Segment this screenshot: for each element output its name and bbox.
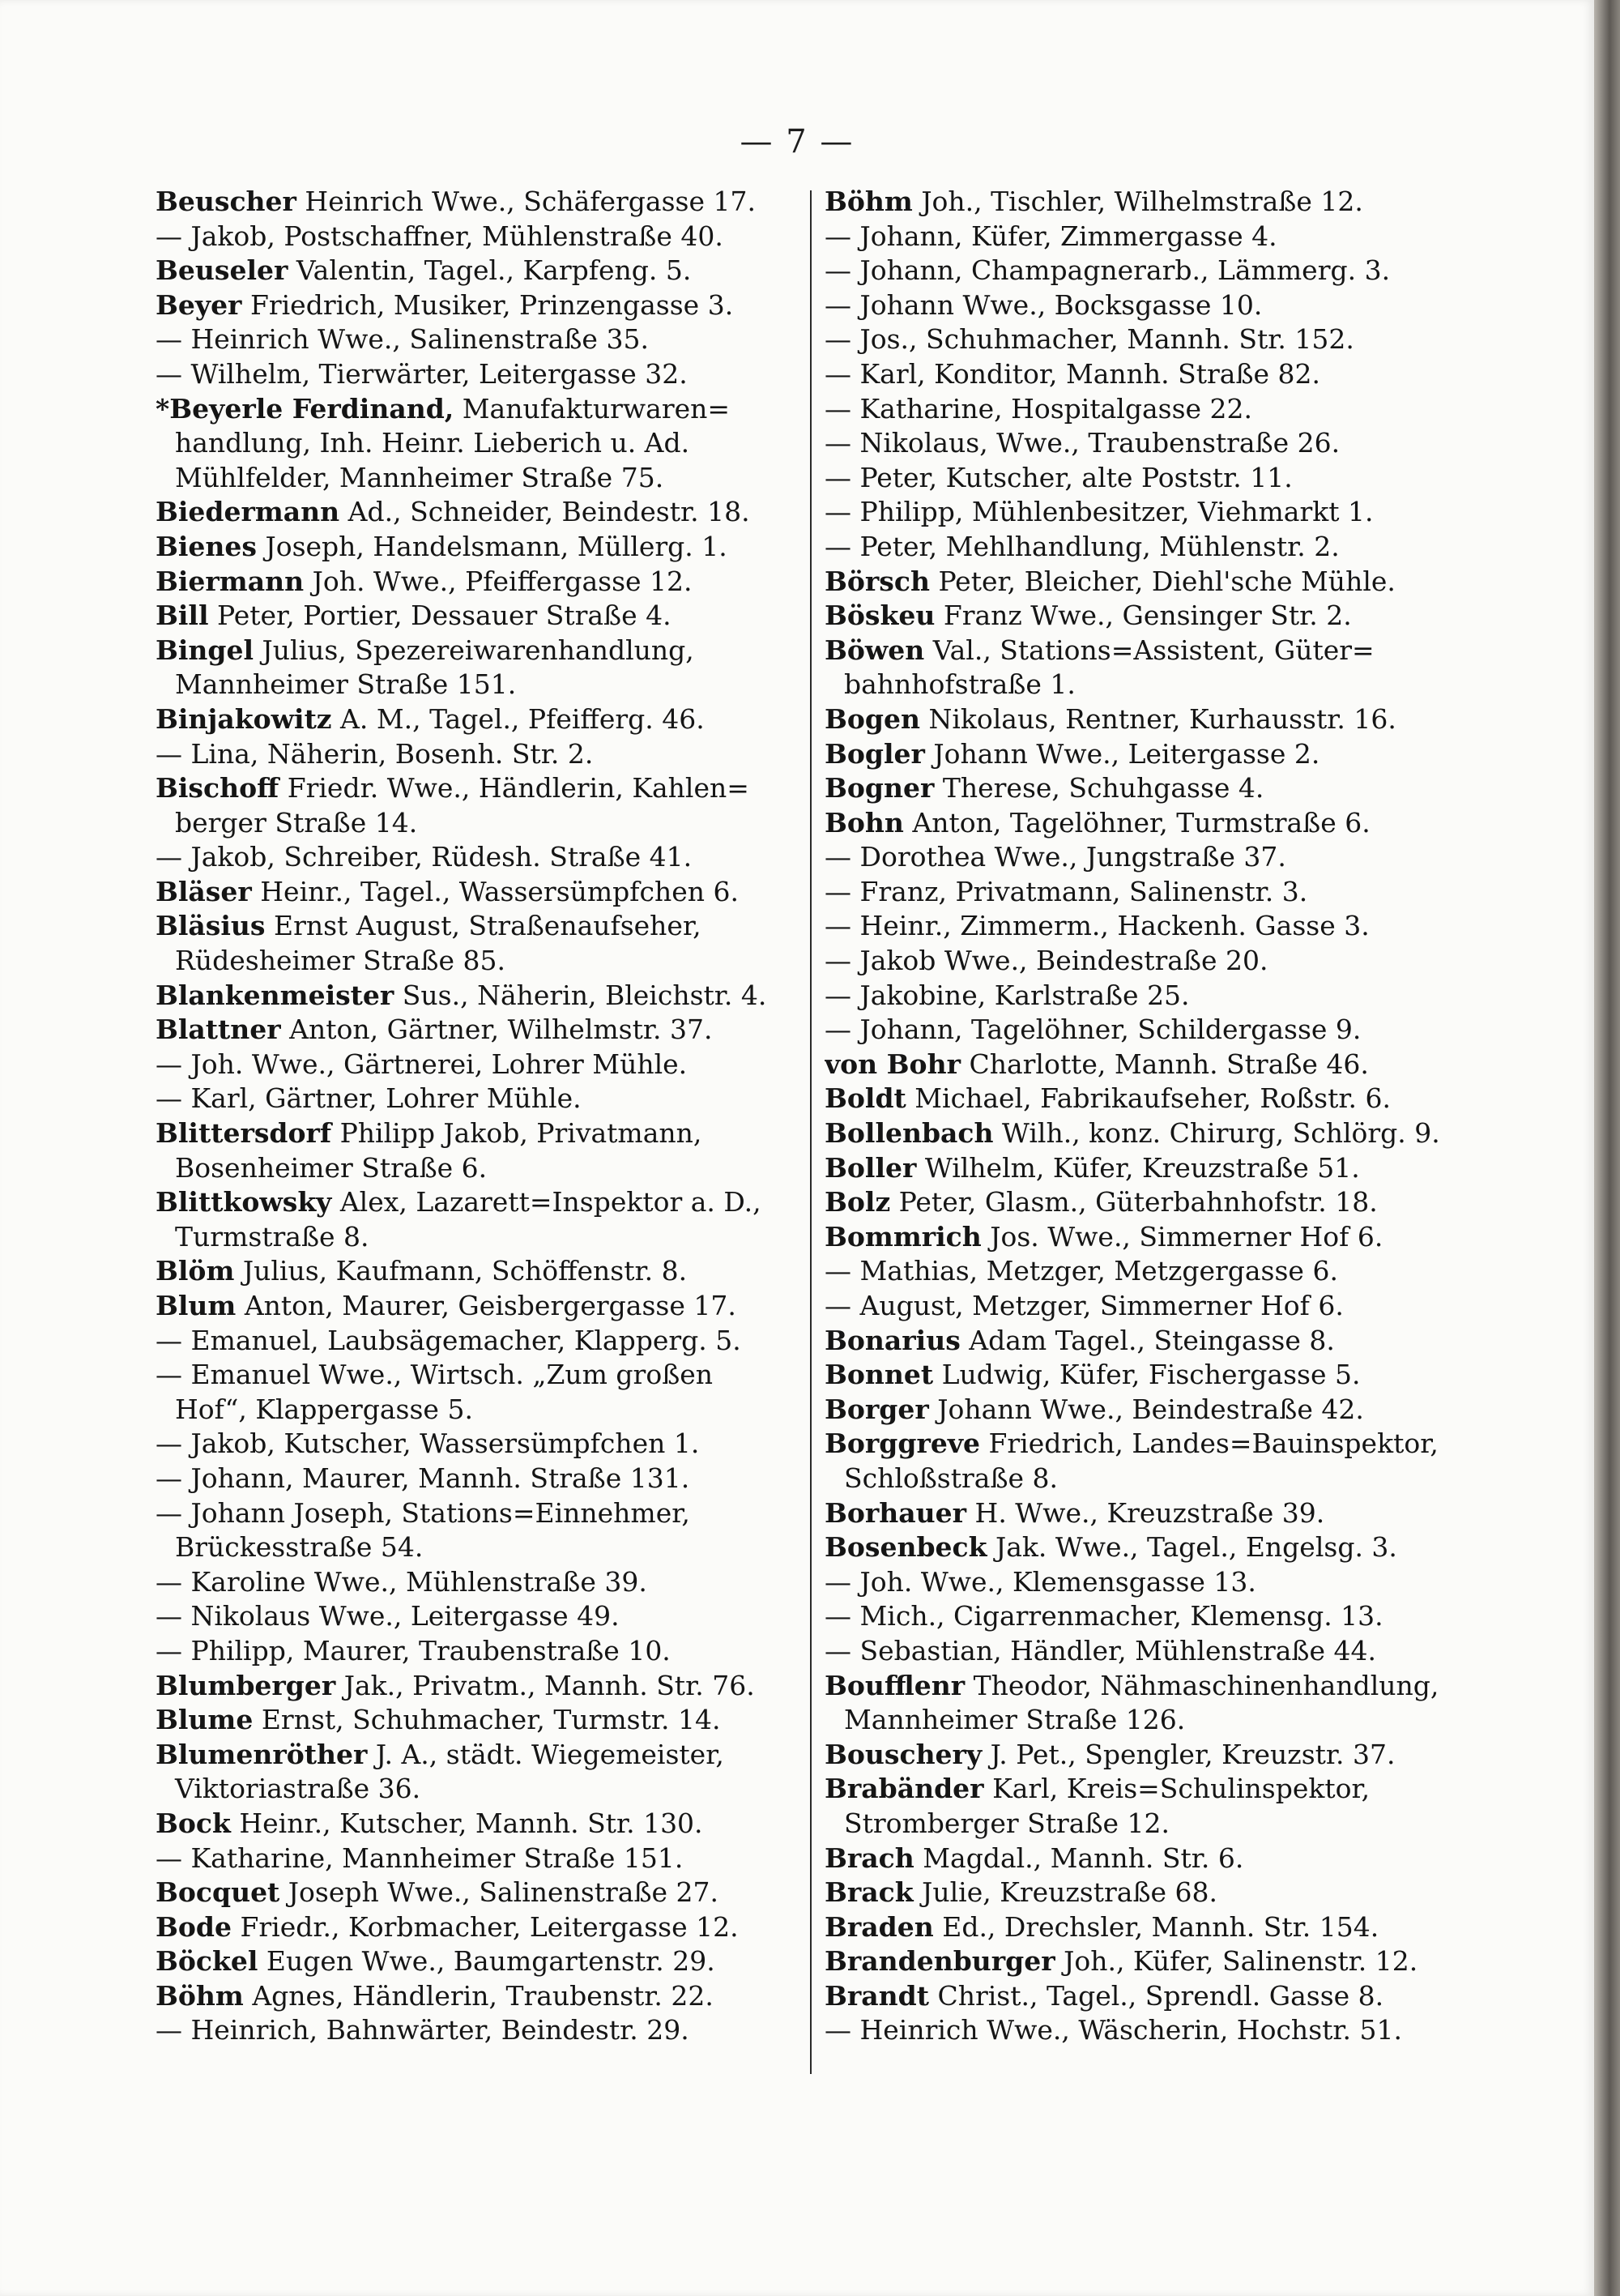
entry-details: Anton, Tagelöhner, Turmstraße 6. [903, 806, 1371, 839]
directory-entry [825, 288, 1469, 323]
directory-entry [156, 1634, 799, 1669]
entry-details: Manufakturwaren= [454, 392, 731, 425]
entry-surname: Borger [825, 1393, 929, 1425]
directory-entry [156, 426, 799, 461]
entry-surname: Braden [825, 1910, 934, 1943]
entry-details: — Johann, Küfer, Zimmergasse 4. [825, 220, 1277, 252]
entry-surname: Brabänder [825, 1773, 984, 1805]
directory-entry [825, 1462, 1469, 1496]
directory-entry [156, 220, 799, 254]
entry-surname: Brandenburger [825, 1945, 1055, 1978]
entry-details: — Johann Wwe., Bocksgasse 10. [825, 288, 1263, 321]
entry-details: Jak., Privatm., Mannh. Str. 76. [335, 1669, 755, 1701]
entry-details: Joseph Wwe., Salinenstraße 27. [279, 1876, 719, 1909]
entry-details: Ernst August, Straßenaufseher, [265, 910, 701, 942]
directory-entry [156, 1358, 799, 1393]
entry-surname: von Bohr [825, 1048, 961, 1080]
directory-entry [825, 1876, 1469, 1910]
entry-details: Therese, Schuhgasse 4. [934, 772, 1264, 804]
directory-entry [156, 1048, 799, 1082]
directory-entry [825, 1738, 1469, 1773]
entry-details: Adam Tagel., Steingasse 8. [960, 1324, 1335, 1356]
directory-entry [825, 1358, 1469, 1393]
entry-details: Karl, Kreis=Schulinspektor, [983, 1773, 1371, 1805]
entry-surname: Bläser [156, 875, 252, 907]
entry-surname: Bill [156, 600, 209, 632]
directory-entry [825, 1703, 1469, 1738]
entry-surname: Bischoff [156, 772, 279, 804]
entry-details: Friedrich, Musiker, Prinzengasse 3. [241, 288, 734, 321]
entry-surname: Blittkowsky [156, 1186, 332, 1218]
directory-entry [825, 806, 1469, 841]
directory-entry [825, 2013, 1469, 2048]
left-column [156, 185, 799, 2048]
entry-details: Ed., Drechsler, Mannh. Str. 154. [933, 1910, 1379, 1943]
directory-entry [156, 1530, 799, 1565]
directory-entry [825, 1565, 1469, 1600]
entry-details: — Dorothea Wwe., Jungstraße 37. [825, 841, 1286, 873]
directory-entry [825, 875, 1469, 910]
directory-entry [825, 1944, 1469, 1979]
directory-entry [156, 1876, 799, 1910]
directory-entry [825, 1185, 1469, 1220]
entry-details: — Peter, Kutscher, alte Poststr. 11. [825, 461, 1293, 493]
directory-entry [156, 2013, 799, 2048]
directory-entry [156, 875, 799, 910]
directory-entry [156, 1910, 799, 1945]
entry-details: — Karoline Wwe., Mühlenstraße 39. [156, 1565, 647, 1598]
entry-surname: Bolz [825, 1186, 891, 1218]
entry-surname: Bommrich [825, 1220, 982, 1253]
entry-details: Charlotte, Mannh. Straße 46. [960, 1048, 1369, 1080]
entry-surname: Brach [825, 1841, 914, 1874]
entry-details: Nikolaus, Rentner, Kurhausstr. 16. [919, 702, 1396, 735]
entry-surname: Blumenröther [156, 1738, 368, 1770]
directory-entry [156, 357, 799, 392]
entry-details: — Heinr., Zimmerm., Hackenh. Gasse 3. [825, 910, 1370, 942]
directory-entry [156, 1599, 799, 1634]
directory-entry [825, 426, 1469, 461]
directory-entry [825, 565, 1469, 600]
entry-details: Rüdesheimer Straße 85. [175, 945, 505, 977]
directory-entry [156, 979, 799, 1014]
entry-details: — Johann, Maurer, Mannh. Straße 131. [156, 1462, 690, 1494]
directory-entry [825, 322, 1469, 357]
entry-surname: Böckel [156, 1945, 258, 1978]
entry-surname: Binjakowitz [156, 702, 332, 735]
directory-entry [156, 668, 799, 702]
entry-details: — Jakob, Schreiber, Rüdesh. Straße 41. [156, 841, 693, 873]
entry-surname: Blum [156, 1290, 237, 1321]
entry-surname: Bosenbeck [825, 1531, 987, 1564]
entry-details: Turmstraße 8. [175, 1220, 369, 1253]
directory-entry [156, 909, 799, 944]
entry-details: Wilh., konz. Chirurg, Schlörg. 9. [993, 1117, 1440, 1150]
entry-details: Anton, Maurer, Geisbergergasse 17. [236, 1290, 736, 1321]
entry-details: Brückesstraße 54. [175, 1531, 424, 1564]
entry-details: — Jakob, Postschaffner, Mühlenstraße 40. [156, 220, 723, 252]
entry-surname: Boller [825, 1151, 917, 1184]
directory-entry [156, 944, 799, 979]
entry-details: — Karl, Gärtner, Lohrer Mühle. [156, 1082, 582, 1115]
entry-surname: Bock [156, 1807, 231, 1839]
entry-details: — Franz, Privatmann, Salinenstr. 3. [825, 875, 1308, 907]
directory-entry [156, 1427, 799, 1462]
entry-surname: Bingel [156, 634, 254, 666]
entry-details: — Jakobine, Karlstraße 25. [825, 979, 1190, 1011]
entry-details: Agnes, Händlerin, Traubenstr. 22. [243, 1979, 714, 2012]
entry-details: Joh., Küfer, Salinenstr. 12. [1055, 1945, 1418, 1978]
right-column [825, 185, 1469, 2048]
entry-details: — August, Metzger, Simmerner Hof 6. [825, 1290, 1344, 1321]
entry-surname: Blankenmeister [156, 979, 394, 1011]
entry-details: Michael, Fabrikaufseher, Roßstr. 6. [906, 1082, 1391, 1115]
directory-entry [825, 185, 1469, 220]
entry-details: — Joh. Wwe., Gärtnerei, Lohrer Mühle. [156, 1048, 688, 1080]
entry-details: Sus., Näherin, Bleichstr. 4. [394, 979, 767, 1011]
directory-entry [156, 1772, 799, 1807]
entry-details: Jak. Wwe., Tagel., Engelsg. 3. [987, 1531, 1397, 1564]
entry-details: J. Pet., Spengler, Kreuzstr. 37. [982, 1738, 1396, 1770]
entry-details: Magdal., Mannh. Str. 6. [914, 1841, 1244, 1874]
directory-entry [825, 392, 1469, 427]
entry-details: Alex, Lazarett=Inspektor a. D., [331, 1186, 761, 1218]
entry-details: — Joh. Wwe., Klemensgasse 13. [825, 1565, 1256, 1598]
entry-details: handlung, Inh. Heinr. Lieberich u. Ad. [175, 427, 690, 459]
directory-entry [825, 1427, 1469, 1462]
directory-entry [156, 1462, 799, 1496]
directory-entry [156, 771, 799, 806]
entry-details: — Mich., Cigarrenmacher, Klemensg. 13. [825, 1600, 1383, 1632]
entry-surname: Blittersdorf [156, 1117, 332, 1150]
entry-details: — Jos., Schuhmacher, Mannh. Str. 152. [825, 323, 1354, 356]
entry-details: Peter, Portier, Dessauer Straße 4. [208, 600, 671, 632]
directory-entry [825, 1048, 1469, 1082]
entry-details: — Johann, Champagnerarb., Lämmerg. 3. [825, 254, 1391, 287]
directory-entry [825, 1393, 1469, 1428]
directory-entry [825, 599, 1469, 634]
entry-surname: Blattner [156, 1014, 281, 1046]
entry-surname: *Beyerle Ferdinand, [156, 392, 454, 425]
entry-details: Wilhelm, Küfer, Kreuzstraße 51. [916, 1151, 1360, 1184]
directory-entry [825, 1013, 1469, 1048]
directory-entry [156, 322, 799, 357]
entry-details: Theodor, Nähmaschinenhandlung, [965, 1669, 1439, 1701]
entry-details: — Jakob Wwe., Beindestraße 20. [825, 945, 1268, 977]
entry-details: Ad., Schneider, Beindestr. 18. [339, 496, 750, 528]
directory-entry [825, 1979, 1469, 2014]
directory-entry [825, 1496, 1469, 1531]
directory-entry [156, 1013, 799, 1048]
entry-details: — Sebastian, Händler, Mühlenstraße 44. [825, 1634, 1376, 1667]
directory-entry [825, 1289, 1469, 1324]
entry-details: Mannheimer Straße 151. [175, 668, 517, 701]
entry-surname: Bogner [825, 772, 935, 804]
directory-entry [156, 634, 799, 668]
entry-details: berger Straße 14. [175, 806, 418, 839]
directory-entry [156, 1393, 799, 1428]
directory-entry [825, 530, 1469, 565]
directory-entry [156, 806, 799, 841]
directory-entry [156, 288, 799, 323]
entry-surname: Bienes [156, 530, 257, 562]
directory-entry [825, 909, 1469, 944]
entry-surname: Bohn [825, 806, 904, 839]
entry-details: — Heinrich Wwe., Salinenstraße 35. [156, 323, 649, 356]
entry-details: — Lina, Näherin, Bosenh. Str. 2. [156, 737, 594, 770]
entry-surname: Borggreve [825, 1428, 980, 1460]
directory-entry [156, 1738, 799, 1773]
directory-entry [156, 495, 799, 530]
entry-details: Anton, Gärtner, Wilhelmstr. 37. [280, 1014, 713, 1046]
entry-details: — Johann, Tagelöhner, Schildergasse 9. [825, 1014, 1362, 1046]
directory-entry [825, 1151, 1469, 1186]
directory-entry [825, 702, 1469, 737]
directory-entry [156, 1496, 799, 1531]
entry-surname: Biedermann [156, 496, 340, 528]
entry-details: — Peter, Mehlhandlung, Mühlenstr. 2. [825, 530, 1340, 562]
directory-entry [156, 1289, 799, 1324]
entry-details: Joseph, Handelsmann, Müllerg. 1. [257, 530, 727, 562]
directory-entry [825, 840, 1469, 875]
directory-entry [156, 1669, 799, 1704]
directory-entry [156, 1151, 799, 1186]
directory-entry [156, 530, 799, 565]
directory-entry [825, 1116, 1469, 1151]
entry-surname: Bonarius [825, 1324, 961, 1356]
directory-entry [825, 1910, 1469, 1945]
directory-entry [156, 565, 799, 600]
entry-details: Friedr. Wwe., Händlerin, Kahlen= [279, 772, 749, 804]
entry-surname: Beuscher [156, 186, 296, 217]
entry-surname: Beyer [156, 288, 242, 321]
entry-details: H. Wwe., Kreuzstraße 39. [966, 1496, 1325, 1529]
entry-details: Mühlfelder, Mannheimer Straße 75. [175, 461, 664, 493]
entry-surname: Bonnet [825, 1359, 934, 1391]
directory-entry [825, 1669, 1469, 1704]
entry-details: — Mathias, Metzger, Metzgergasse 6. [825, 1255, 1338, 1287]
entry-details: Valentin, Tagel., Karpfeng. 5. [288, 254, 692, 287]
entry-details: Ludwig, Küfer, Fischergasse 5. [933, 1359, 1361, 1391]
entry-details: Val., Stations=Assistent, Güter= [924, 634, 1375, 666]
directory-entry [825, 944, 1469, 979]
directory-entry [825, 737, 1469, 772]
entry-details: Johann Wwe., Beindestraße 42. [928, 1393, 1364, 1425]
entry-details: J. A., städt. Wiegemeister, [367, 1738, 724, 1770]
entry-surname: Böhm [825, 186, 913, 217]
entry-details: — Nikolaus, Wwe., Traubenstraße 26. [825, 427, 1341, 459]
directory-entry [156, 185, 799, 220]
entry-surname: Biermann [156, 565, 305, 597]
directory-entry [156, 1565, 799, 1600]
column-divider [810, 190, 812, 2074]
directory-entry [825, 1841, 1469, 1876]
entry-surname: Blumberger [156, 1669, 336, 1701]
page-number: — 7 — [740, 123, 855, 160]
entry-details: — Johann Joseph, Stations=Einnehmer, [156, 1496, 690, 1529]
directory-entry [156, 1220, 799, 1255]
entry-surname: Brandt [825, 1979, 929, 2012]
directory-entry [156, 1703, 799, 1738]
directory-entry [825, 1082, 1469, 1116]
directory-entry [825, 1220, 1469, 1255]
directory-entry [156, 461, 799, 496]
entry-surname: Boufflenr [825, 1669, 966, 1701]
directory-entry [156, 1807, 799, 1841]
entry-surname: Bogler [825, 737, 925, 770]
entry-details: — Nikolaus Wwe., Leitergasse 49. [156, 1600, 620, 1632]
directory-entry [825, 668, 1469, 702]
directory-entry [825, 1807, 1469, 1841]
entry-details: — Emanuel, Laubsägemacher, Klapperg. 5. [156, 1324, 741, 1356]
directory-entry [825, 634, 1469, 668]
directory-entry [156, 1841, 799, 1876]
entry-surname: Bogen [825, 702, 920, 735]
entry-details: — Philipp, Mühlenbesitzer, Viehmarkt 1. [825, 496, 1374, 528]
directory-entry [825, 1599, 1469, 1634]
directory-entry [156, 392, 799, 427]
entry-details: Christ., Tagel., Sprendl. Gasse 8. [928, 1979, 1384, 2012]
directory-entry [156, 1082, 799, 1116]
entry-details: Heinr., Tagel., Wassersümpfchen 6. [251, 875, 740, 907]
entry-details: — Emanuel Wwe., Wirtsch. „Zum großen [156, 1359, 714, 1391]
entry-surname: Böskeu [825, 600, 936, 632]
entry-surname: Böwen [825, 634, 925, 666]
entry-surname: Blume [156, 1704, 254, 1736]
entry-details: A. M., Tagel., Pfeifferg. 46. [331, 702, 705, 735]
directory-entry [825, 461, 1469, 496]
entry-details: Schloßstraße 8. [844, 1462, 1058, 1494]
directory-entry [156, 737, 799, 772]
directory-entry [156, 1944, 799, 1979]
entry-details: Joh. Wwe., Pfeiffergasse 12. [304, 565, 693, 597]
entry-surname: Beuseler [156, 254, 288, 287]
entry-surname: Brack [825, 1876, 914, 1909]
directory-entry [156, 254, 799, 288]
entry-details: Julie, Kreuzstraße 68. [913, 1876, 1217, 1909]
directory-entry [825, 357, 1469, 392]
entry-surname: Börsch [825, 565, 930, 597]
entry-surname: Boldt [825, 1082, 906, 1115]
entry-details: Viktoriastraße 36. [175, 1773, 421, 1805]
entry-details: Heinr., Kutscher, Mannh. Str. 130. [230, 1807, 703, 1839]
entry-details: Heinrich Wwe., Schäfergasse 17. [296, 186, 756, 217]
entry-details: Eugen Wwe., Baumgartenstr. 29. [258, 1945, 715, 1978]
entry-details: Friedrich, Landes=Bauinspektor, [980, 1428, 1439, 1460]
directory-entry [156, 599, 799, 634]
entry-details: Bosenheimer Straße 6. [175, 1151, 488, 1184]
entry-details: Peter, Glasm., Güterbahnhofstr. 18. [890, 1186, 1378, 1218]
directory-entry [825, 254, 1469, 288]
entry-details: Julius, Kaufmann, Schöffenstr. 8. [234, 1255, 688, 1287]
entry-surname: Bollenbach [825, 1117, 994, 1150]
entry-details: — Karl, Konditor, Mannh. Straße 82. [825, 357, 1321, 390]
entry-surname: Blöm [156, 1255, 235, 1287]
directory-entry [825, 220, 1469, 254]
entry-details: Peter, Bleicher, Diehl'sche Mühle. [929, 565, 1396, 597]
entry-details: Friedr., Korbmacher, Leitergasse 12. [231, 1910, 739, 1943]
directory-entry [156, 1185, 799, 1220]
entry-details: Joh., Tischler, Wilhelmstraße 12. [912, 186, 1363, 217]
directory-entry [156, 702, 799, 737]
directory-entry [825, 979, 1469, 1014]
directory-entry [156, 1979, 799, 2014]
entry-surname: Borhauer [825, 1496, 967, 1529]
entry-surname: Bouschery [825, 1738, 983, 1770]
book-binding [1594, 0, 1620, 2296]
entry-details: Julius, Spezereiwarenhandlung, [254, 634, 694, 666]
entry-details: Philipp Jakob, Privatmann, [331, 1117, 702, 1150]
directory-entry [156, 840, 799, 875]
entry-details: bahnhofstraße 1. [844, 668, 1076, 701]
directory-entry [156, 1324, 799, 1359]
entry-details: Hof“, Klappergasse 5. [175, 1393, 473, 1425]
entry-details: — Wilhelm, Tierwärter, Leitergasse 32. [156, 357, 688, 390]
entry-details: — Heinrich, Bahnwärter, Beindestr. 29. [156, 2014, 689, 2046]
directory-entry [156, 1254, 799, 1289]
entry-details: — Philipp, Maurer, Traubenstraße 10. [156, 1634, 671, 1667]
entry-surname: Bocquet [156, 1876, 280, 1909]
directory-entry [825, 495, 1469, 530]
directory-entry [825, 1324, 1469, 1359]
entry-details: — Jakob, Kutscher, Wassersümpfchen 1. [156, 1428, 700, 1460]
entry-details: Johann Wwe., Leitergasse 2. [924, 737, 1320, 770]
entry-details: Franz Wwe., Gensinger Str. 2. [935, 600, 1352, 632]
entry-details: Ernst, Schuhmacher, Turmstr. 14. [253, 1704, 721, 1736]
directory-entry [156, 1116, 799, 1151]
directory-entry [825, 771, 1469, 806]
directory-entry [825, 1634, 1469, 1669]
directory-entry [825, 1530, 1469, 1565]
entry-surname: Bläsius [156, 910, 266, 942]
directory-entry [825, 1772, 1469, 1807]
entry-surname: Bode [156, 1910, 232, 1943]
entry-details: — Heinrich Wwe., Wäscherin, Hochstr. 51. [825, 2014, 1402, 2046]
entry-surname: Böhm [156, 1979, 244, 2012]
entry-details: Stromberger Straße 12. [844, 1807, 1170, 1839]
entry-details: Jos. Wwe., Simmerner Hof 6. [981, 1220, 1383, 1253]
entry-details: — Katharine, Hospitalgasse 22. [825, 392, 1253, 425]
directory-entry [825, 1254, 1469, 1289]
entry-details: — Katharine, Mannheimer Straße 151. [156, 1841, 684, 1874]
entry-details: Mannheimer Straße 126. [844, 1704, 1186, 1736]
